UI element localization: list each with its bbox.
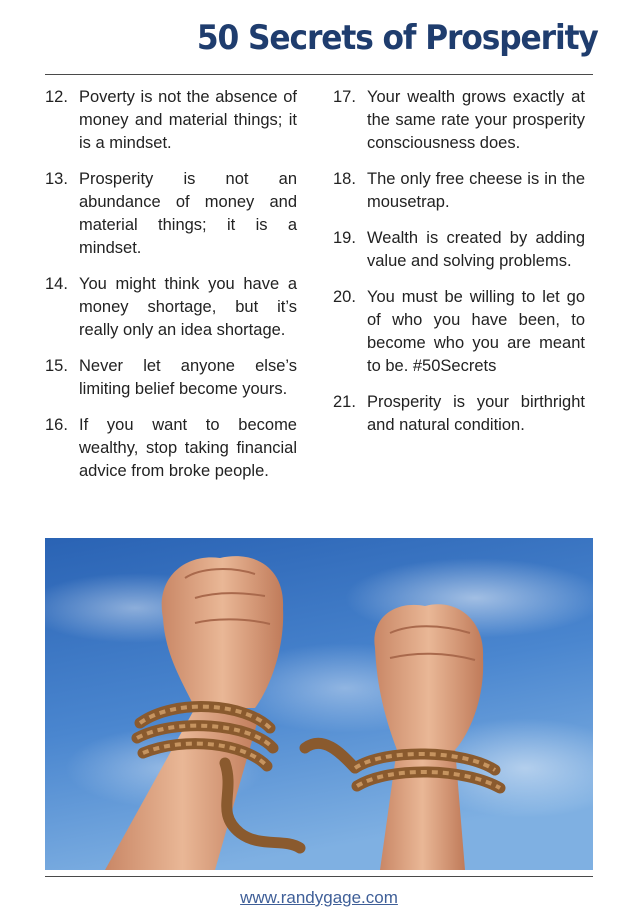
- item-text: Poverty is not the absence of money and material things; it is a mindset.: [79, 88, 297, 152]
- broken-rope-fists-photo: [45, 538, 593, 870]
- item-number: 16.: [45, 416, 68, 434]
- footer-divider: [45, 876, 593, 877]
- list-item: [333, 86, 585, 155]
- item-number: 18.: [333, 170, 356, 188]
- list-item: [333, 168, 585, 214]
- website-link[interactable]: www.randygage.com: [240, 888, 398, 907]
- item-number: 21.: [333, 393, 356, 411]
- list-item: [45, 168, 297, 260]
- list-item: [45, 273, 297, 342]
- item-text: Prosperity is not an abundance of money and material things; it is a mindset.: [79, 170, 297, 257]
- item-text: Your wealth grows exactly at the same rate your prosperity consciousness does.: [367, 88, 585, 152]
- list-item: [45, 414, 297, 483]
- item-number: 14.: [45, 275, 68, 293]
- list-item: [45, 86, 297, 155]
- item-text: Never let anyone else’s limiting belief become yours.: [79, 357, 297, 398]
- item-number: 13.: [45, 170, 68, 188]
- item-number: 17.: [333, 88, 356, 106]
- item-number: 15.: [45, 357, 68, 375]
- page-title: 50 Secrets of Prosperity: [197, 18, 598, 58]
- item-text: Wealth is created by adding value and solving problems.: [367, 229, 585, 270]
- header-divider: [45, 74, 593, 75]
- list-item: [333, 227, 585, 273]
- item-text: You must be willing to let go of who you have been, to become who you are meant to be. #50Secrets: [367, 288, 585, 375]
- right-column: [333, 86, 585, 450]
- list-item: [333, 286, 585, 378]
- list-item: [333, 391, 585, 437]
- item-text: If you want to become wealthy, stop taking financial advice from broke people.: [79, 416, 297, 480]
- item-number: 20.: [333, 288, 356, 306]
- item-number: 19.: [333, 229, 356, 247]
- left-column: [45, 86, 297, 496]
- list-item: [45, 355, 297, 401]
- item-text: Prosperity is your birthright and natural condition.: [367, 393, 585, 434]
- item-text: The only free cheese is in the mousetrap.: [367, 170, 585, 211]
- item-number: 12.: [45, 88, 68, 106]
- item-text: You might think you have a money shortage, but it’s really only an idea shortage.: [79, 275, 297, 339]
